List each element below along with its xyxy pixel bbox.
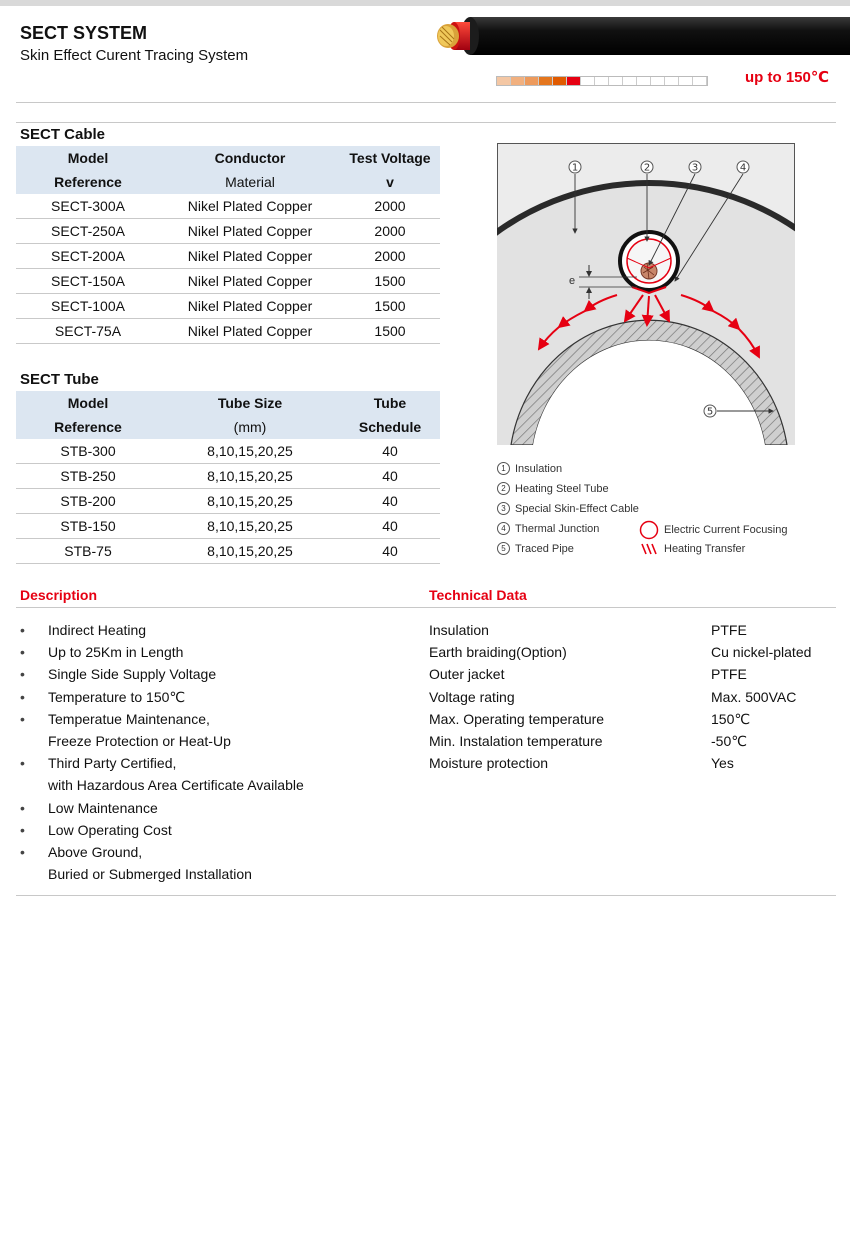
scale-segment [567, 77, 581, 85]
cell: SECT-75A [16, 319, 160, 344]
table-row [16, 439, 440, 464]
technical-title: Technical Data [429, 587, 527, 603]
list-item: • Up to 25Km in Length [20, 641, 304, 663]
legend-item [497, 482, 609, 495]
table-row [16, 219, 440, 244]
callout-1: 1 [571, 162, 579, 174]
tube-table-title: SECT Tube [20, 371, 99, 388]
tech-value: -50℃ [711, 732, 747, 749]
legend-number: 4 [497, 522, 510, 535]
tech-row [429, 641, 811, 663]
list-item: • Above Ground, [20, 841, 304, 863]
description-list [20, 619, 304, 885]
header-cell: Tube [340, 391, 440, 415]
header-cell: Schedule [340, 415, 440, 439]
tech-value: PTFE [711, 622, 747, 638]
legend-label: Thermal Junction [515, 522, 600, 535]
scale-segment [623, 77, 637, 85]
tech-value: Cu nickel-plated [711, 644, 812, 661]
legend-item [639, 542, 745, 556]
cell: Nikel Plated Copper [160, 194, 340, 219]
legend-item [497, 522, 599, 535]
cell: Nikel Plated Copper [160, 219, 340, 244]
list-item: • Temperatue Maintenance, [20, 708, 304, 730]
legend-label: Heating Transfer [664, 543, 746, 555]
scale-segment [511, 77, 525, 85]
cell: Nikel Plated Copper [160, 244, 340, 269]
cell: 40 [340, 464, 440, 489]
cell: Nikel Plated Copper [160, 269, 340, 294]
legend-item [497, 502, 639, 515]
tech-row [429, 730, 811, 752]
diagram-legend [497, 460, 817, 560]
legend-number: 2 [497, 482, 510, 495]
cell: 8,10,15,20,25 [160, 439, 340, 464]
scale-segment [665, 77, 679, 85]
legend-item [497, 462, 562, 475]
cell: 1500 [340, 319, 440, 344]
tech-key: Max. Operating temperature [429, 710, 605, 727]
header-cell: Conductor [160, 146, 340, 170]
scale-segment [497, 77, 511, 85]
scale-segment [679, 77, 693, 85]
list-item: • Single Side Supply Voltage [20, 663, 304, 685]
tech-key: Moisture protection [429, 755, 549, 772]
header-cell: Tube Size [160, 391, 340, 415]
tech-key: Voltage rating [429, 688, 515, 705]
temperature-scale [496, 76, 708, 86]
divider [16, 102, 836, 103]
list-item: • Low Operating Cost [20, 819, 304, 841]
tech-row [429, 663, 811, 685]
callout-2: 2 [643, 162, 651, 174]
tech-row [429, 752, 811, 774]
table-row [16, 489, 440, 514]
legend-item [497, 542, 574, 555]
scale-segment [581, 77, 595, 85]
header-cell: Test Voltage [340, 146, 440, 170]
header-cell: Material [160, 170, 340, 194]
divider [16, 607, 836, 608]
table-header-row [16, 170, 440, 194]
table-row [16, 464, 440, 489]
table-header-row [16, 391, 440, 415]
heat-transfer-icon [639, 542, 659, 556]
tech-key: Earth braiding(Option) [429, 644, 567, 661]
tech-value: PTFE [711, 666, 747, 683]
header-cell: Reference [16, 170, 160, 194]
header-cell: Model [16, 146, 160, 170]
cell: STB-300 [16, 439, 160, 464]
tech-key: Outer jacket [429, 666, 505, 683]
temperature-label: up to 150℃ [745, 69, 830, 86]
cell: 40 [340, 439, 440, 464]
cell: 8,10,15,20,25 [160, 539, 340, 564]
table-row [16, 269, 440, 294]
table-row [16, 539, 440, 564]
legend-label: Insulation [515, 462, 563, 475]
legend-number: 3 [497, 502, 510, 515]
table-row [16, 194, 440, 219]
table-header-row [16, 146, 440, 170]
legend-label: Heating Steel Tube [515, 482, 609, 495]
page-title: SECT SYSTEM [20, 23, 148, 43]
tech-value: Max. 500VAC [711, 688, 797, 705]
header-cell: Model [16, 391, 160, 415]
list-item-continued: with Hazardous Area Certificate Available [48, 777, 304, 794]
top-border [0, 0, 850, 6]
cell: 40 [340, 539, 440, 564]
cell: Nikel Plated Copper [160, 319, 340, 344]
tech-value: Yes [711, 755, 734, 772]
gap-label: e [569, 275, 576, 287]
cell: SECT-300A [16, 194, 160, 219]
callout-3: 3 [691, 162, 699, 174]
cell: 1500 [340, 269, 440, 294]
callout-5: 5 [706, 406, 714, 418]
scale-segment [525, 77, 539, 85]
cell: 2000 [340, 219, 440, 244]
cell: 2000 [340, 194, 440, 219]
header-cell: (mm) [160, 415, 340, 439]
legend-label: Electric Current Focusing [664, 524, 788, 536]
cell: SECT-150A [16, 269, 160, 294]
scale-segment [553, 77, 567, 85]
current-focus-icon [639, 520, 659, 540]
tube-table [16, 391, 440, 564]
tech-row [429, 619, 811, 641]
list-item-continued: Freeze Protection or Heat-Up [48, 733, 231, 750]
header-cell: Reference [16, 415, 160, 439]
cell: 2000 [340, 244, 440, 269]
legend-item [639, 520, 788, 540]
cell: 40 [340, 489, 440, 514]
technical-data [429, 619, 811, 774]
legend-number: 5 [497, 542, 510, 555]
cell: STB-150 [16, 514, 160, 539]
cell: 8,10,15,20,25 [160, 514, 340, 539]
header-cell: v [340, 170, 440, 194]
legend-label: Special Skin-Effect Cable [515, 502, 639, 515]
cell: 1500 [340, 294, 440, 319]
divider [16, 895, 836, 896]
tech-key: Insulation [429, 622, 489, 638]
scale-segment [651, 77, 665, 85]
tech-key: Min. Instalation temperature [429, 732, 603, 749]
scale-segment [609, 77, 623, 85]
cell: 8,10,15,20,25 [160, 489, 340, 514]
cable-table [16, 146, 440, 344]
cell: 8,10,15,20,25 [160, 464, 340, 489]
scale-segment [693, 77, 707, 85]
divider [16, 122, 836, 123]
list-item: • Third Party Certified, [20, 752, 304, 774]
tech-row [429, 686, 811, 708]
cable-image [430, 12, 850, 60]
tech-row [429, 708, 811, 730]
table-row [16, 244, 440, 269]
tech-value: 150℃ [711, 710, 751, 727]
page-subtitle: Skin Effect Curent Tracing System [20, 47, 249, 64]
list-item-continued: Buried or Submerged Installation [48, 866, 252, 883]
cell: SECT-100A [16, 294, 160, 319]
cell: STB-200 [16, 489, 160, 514]
scale-segment [637, 77, 651, 85]
callout-4: 4 [739, 162, 747, 174]
table-header-row [16, 415, 440, 439]
cell: 40 [340, 514, 440, 539]
cell: SECT-200A [16, 244, 160, 269]
legend-label: Traced Pipe [515, 542, 574, 555]
scale-segment [539, 77, 553, 85]
description-title: Description [20, 587, 98, 603]
list-item: • Low Maintenance [20, 797, 304, 819]
cell: STB-250 [16, 464, 160, 489]
cell: STB-75 [16, 539, 160, 564]
cable-table-title: SECT Cable [20, 126, 106, 143]
cell: Nikel Plated Copper [160, 294, 340, 319]
cross-section-diagram [497, 143, 795, 445]
cell: SECT-250A [16, 219, 160, 244]
scale-segment [595, 77, 609, 85]
legend-number: 1 [497, 462, 510, 475]
table-row [16, 514, 440, 539]
list-item: • Indirect Heating [20, 619, 304, 641]
table-row [16, 294, 440, 319]
table-row [16, 319, 440, 344]
list-item: • Temperature to 150℃ [20, 686, 304, 708]
